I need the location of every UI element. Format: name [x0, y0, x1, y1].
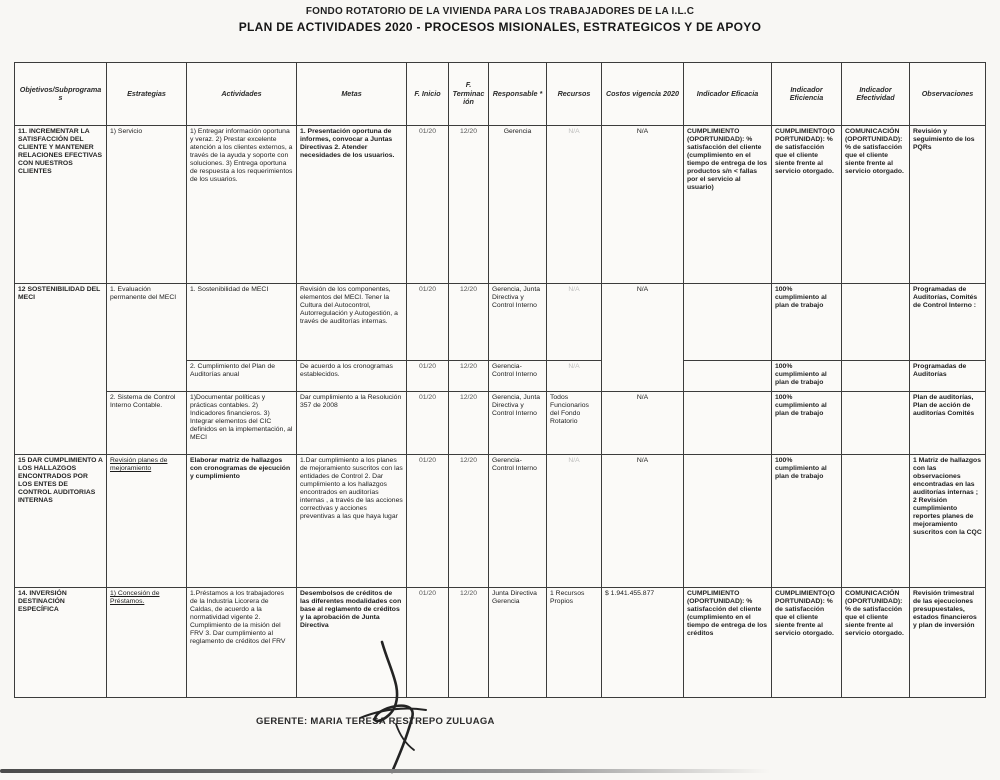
cell-observaciones-12-3: Plan de auditorías, Plan de acción de auditorías Comités	[910, 392, 986, 455]
col-header-objetivos: Objetivos/Subprogramas	[15, 63, 107, 126]
col-header-estrategias: Estrategias	[107, 63, 187, 126]
cell-eficacia-15	[684, 455, 772, 588]
cell-observaciones-14: Revisión trimestral de las ejecuciones presupuestales, estados financieros y plan de inversión	[910, 588, 986, 698]
cell-meta-12-2: De acuerdo a los cronogramas establecidos.	[297, 361, 407, 392]
cell-efectividad-14: COMUNICACIÓN (OPORTUNIDAD): % de satisfacción que el cliente siente frente al servicio otorgado.	[842, 588, 910, 698]
cell-metas-11: 1. Presentación oportuna de informes, convocar a Juntas Directivas 2. Atender necesidades de los usuarios.	[297, 126, 407, 284]
cell-eficacia-12-3	[684, 392, 772, 455]
cell-responsable-11: Gerencia	[489, 126, 547, 284]
cell-responsable-12-3: Gerencia, Junta Directiva y Control Interno	[489, 392, 547, 455]
cell-actividades-11: 1) Entregar información oportuna y veraz. 2) Prestar excelente atención a los clientes externos, a través de la ayuda y soporte con soluciones. 3) Entrega oportuna de respuesta a los requerimientos de los usuarios.	[187, 126, 297, 284]
cell-efectividad-12-2	[842, 361, 910, 392]
row-15	[15, 455, 986, 588]
cell-costos-11: N/A	[602, 126, 684, 284]
cell-estrategia-12-2: 2. Sistema de Control Interno Contable.	[107, 392, 187, 455]
cell-efectividad-12-1	[842, 284, 910, 361]
cell-recursos-14: 1 Recursos Propios	[547, 588, 602, 698]
cell-recursos-12-1: N/A	[547, 284, 602, 361]
col-header-recursos: Recursos	[547, 63, 602, 126]
cell-actividad-12-2: 2. Cumplimiento del Plan de Auditorías anual	[187, 361, 297, 392]
cell-terminacion-12-3: 12/20	[449, 392, 489, 455]
cell-eficiencia-12-1: 100% cumplimiento al plan de trabajo	[772, 284, 842, 361]
cell-costos-12-3: N/A	[602, 392, 684, 455]
col-header-indicador-efectividad: Indicador Efectividad	[842, 63, 910, 126]
cell-observaciones-11: Revisión y seguimiento de los PQRs	[910, 126, 986, 284]
col-header-inicio: F. Inicio	[407, 63, 449, 126]
cell-inicio-12-2: 01/20	[407, 361, 449, 392]
cell-responsable-12-2: Gerencia- Control Interno	[489, 361, 547, 392]
cell-eficacia-14: CUMPLIMIENTO (OPORTUNIDAD): % satisfacción del cliente (cumplimiento en el tiempo de entrega de los créditos	[684, 588, 772, 698]
activities-plan-table	[14, 62, 986, 698]
cell-eficiencia-15: 100% cumplimiento al plan de trabajo	[772, 455, 842, 588]
col-header-actividades: Actividades	[187, 63, 297, 126]
cell-eficacia-12-1	[684, 284, 772, 361]
cell-metas-14: Desembolsos de créditos de las diferentes modalidades con base al reglamento de créditos y la aprobación de Junta Directiva	[297, 588, 407, 698]
cell-observaciones-15: 1 Matriz de hallazgos con las observaciones encontradas en las auditorías internas ; 2 Revisión cumplimiento reportes planes de mejoramiento suscritos con la CQC	[910, 455, 986, 588]
row-12-sub1	[15, 284, 986, 361]
cell-objetivo-14: 14. INVERSIÓN DESTINACIÓN ESPECÍFICA	[15, 588, 107, 698]
cell-objetivo-12: 12 SOSTENIBILIDAD DEL MECI	[15, 284, 107, 455]
cell-costos-12-1: N/A	[602, 284, 684, 392]
col-header-metas: Metas	[297, 63, 407, 126]
row-12-sub3	[15, 392, 986, 455]
scan-edge-artifact	[0, 769, 770, 773]
cell-actividades-15: Elaborar matriz de hallazgos con cronogramas de ejecución y cumplimiento	[187, 455, 297, 588]
cell-estrategia-11: 1) Servicio	[107, 126, 187, 284]
cell-metas-15: 1.Dar cumplimiento a los planes de mejoramiento suscritos con las entidades de Control 2. Dar cumplimiento a los hallazgos encontrados en auditorías internas , a través de las acciones correctivas y acciones preventivas a las que haya lugar	[297, 455, 407, 588]
doc-title-line2: PLAN DE ACTIVIDADES 2020 - PROCESOS MISIONALES, ESTRATEGICOS Y DE APOYO	[238, 20, 762, 34]
header-row	[15, 63, 986, 126]
cell-meta-12-1: Revisión de los componentes, elementos del MECI. Tener la Cultura del Autocontrol, Autorregulación y Autogestión, a través de auditorías internas.	[297, 284, 407, 361]
cell-recursos-15: N/A	[547, 455, 602, 588]
cell-efectividad-15	[842, 455, 910, 588]
row-14	[15, 588, 986, 698]
col-header-terminacion: F. Terminación	[449, 63, 489, 126]
cell-meta-12-3: Dar cumplimiento a la Resolución 357 de 2008	[297, 392, 407, 455]
cell-recursos-12-3: Todos Funcionarios del Fondo Rotatorio	[547, 392, 602, 455]
cell-recursos-12-2: N/A	[547, 361, 602, 392]
cell-inicio-11: 01/20	[407, 126, 449, 284]
manager-signature-label: GERENTE: MARIA TERESA RESTREPO ZULUAGA	[256, 716, 495, 727]
cell-terminacion-11: 12/20	[449, 126, 489, 284]
cell-estrategia-12-1: 1. Evaluación permanente del MECI	[107, 284, 187, 392]
cell-eficiencia-14: CUMPLIMIENTO(OPORTUNIDAD): % de satisfacción que el cliente siente frente al servicio otorgado.	[772, 588, 842, 698]
cell-eficacia-11: CUMPLIMIENTO (OPORTUNIDAD): % satisfacción del cliente (cumplimiento en el tiempo de entrega de los productos s/n < fallas por el servicio al usuario)	[684, 126, 772, 284]
cell-inicio-12-3: 01/20	[407, 392, 449, 455]
cell-estrategia-15: Revisión planes de mejoramiento	[107, 455, 187, 588]
cell-inicio-12-1: 01/20	[407, 284, 449, 361]
cell-inicio-14: 01/20	[407, 588, 449, 698]
cell-responsable-15: Gerencia- Control Interno	[489, 455, 547, 588]
row-11	[15, 126, 986, 284]
cell-costos-14: $ 1.941.455.877	[602, 588, 684, 698]
cell-recursos-11: N/A	[547, 126, 602, 284]
cell-responsable-12-1: Gerencia, Junta Directiva y Control Interno	[489, 284, 547, 361]
cell-objetivo-11: 11. INCREMENTAR LA SATISFACCIÓN DEL CLIENTE Y MANTENER RELACIONES EFECTIVAS CON NUESTROS CLIENTES	[15, 126, 107, 284]
cell-efectividad-12-3	[842, 392, 910, 455]
cell-observaciones-12-1: Programadas de Auditorías, Comités de Control Interno :	[910, 284, 986, 361]
col-header-indicador-eficacia: Indicador Eficacia	[684, 63, 772, 126]
col-header-responsable: Responsable *	[489, 63, 547, 126]
cell-responsable-14: Junta Directiva Gerencia	[489, 588, 547, 698]
cell-eficiencia-12-2: 100% cumplimiento al plan de trabajo	[772, 361, 842, 392]
col-header-indicador-eficiencia: Indicador Eficiencia	[772, 63, 842, 126]
document-header	[0, 6, 1000, 34]
cell-estrategia-14: 1) Concesión de Préstamos.	[107, 588, 187, 698]
cell-terminacion-12-2: 12/20	[449, 361, 489, 392]
cell-actividades-14: 1.Préstamos a los trabajadores de la Industria Licorera de Caldas, de acuerdo a la normatividad vigente 2. Cumplimiento de la misión del FRV 3. Dar cumplimiento al reglamento de créditos del FRV	[187, 588, 297, 698]
cell-inicio-15: 01/20	[407, 455, 449, 588]
cell-eficacia-12-2	[684, 361, 772, 392]
cell-costos-15: N/A	[602, 455, 684, 588]
cell-eficiencia-12-3: 100% cumplimiento al plan de trabajo	[772, 392, 842, 455]
doc-title-line1: FONDO ROTATORIO DE LA VIVIENDA PARA LOS TRABAJADORES DE LA I.L.C	[305, 6, 695, 17]
cell-terminacion-15: 12/20	[449, 455, 489, 588]
cell-observaciones-12-2: Programadas de Auditorías	[910, 361, 986, 392]
col-header-observaciones: Observaciones	[910, 63, 986, 126]
cell-efectividad-11: COMUNICACIÓN (OPORTUNIDAD): % de satisfacción que el cliente siente frente al servicio otorgado.	[842, 126, 910, 284]
cell-actividad-12-1: 1. Sostenibilidad de MECI	[187, 284, 297, 361]
cell-objetivo-15: 15 DAR CUMPLIMIENTO A LOS HALLAZGOS ENCONTRADOS POR LOS ENTES DE CONTROL AUDITORIAS INTERNAS	[15, 455, 107, 588]
cell-eficiencia-11: CUMPLIMIENTO(OPORTUNIDAD): % de satisfacción que el cliente siente frente al servicio otorgado.	[772, 126, 842, 284]
col-header-costos: Costos vigencia 2020	[602, 63, 684, 126]
cell-actividad-12-3: 1)Documentar políticas y prácticas contables. 2) Indicadores financieros. 3) Integrar elementos del CIC definidos en la implementación, al MECI	[187, 392, 297, 455]
cell-terminacion-14: 12/20	[449, 588, 489, 698]
cell-terminacion-12-1: 12/20	[449, 284, 489, 361]
